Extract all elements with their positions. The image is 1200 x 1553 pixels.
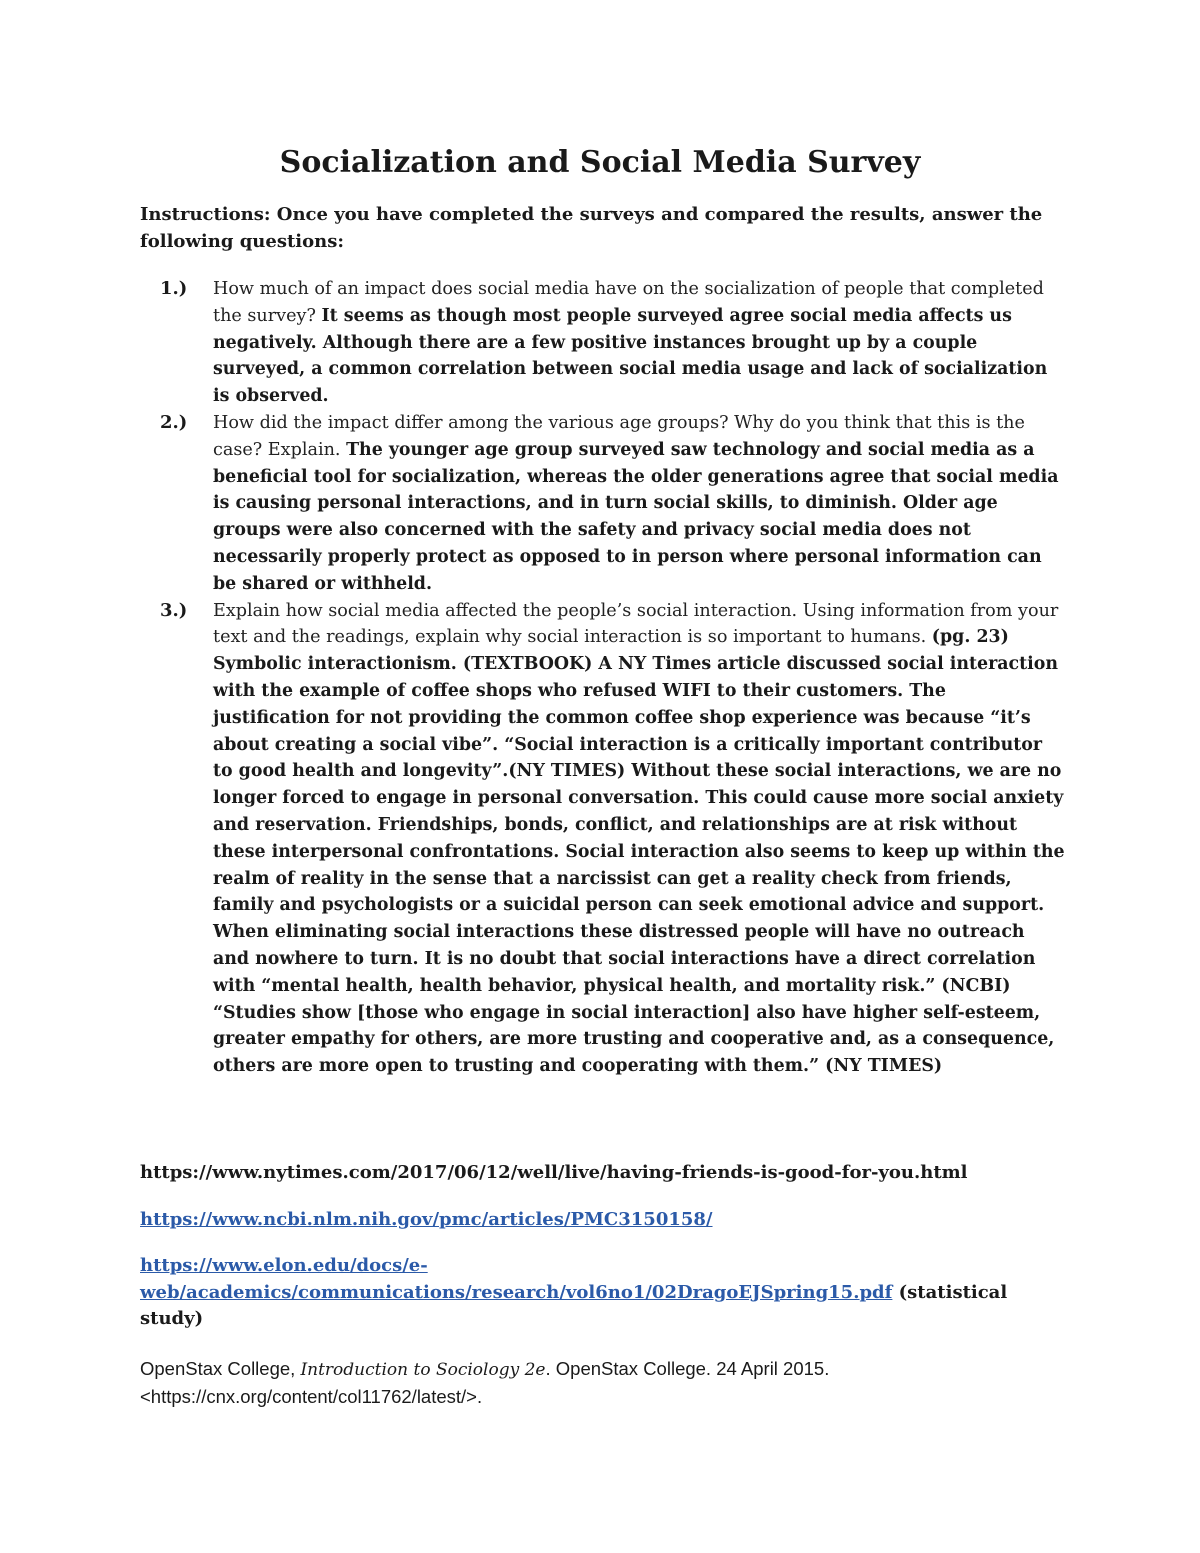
answer-text: (pg. 23) Symbolic interactionism. (TEXTBOOK) A NY Times article discussed social interaction with the example of coffee shops who refused WIFI to their customers. The justification for not providing the common coffee shop experience was because “it’s about creating a social vibe”. “Social interaction is a critically important contributor to good health and longevity”.(NY TIMES) Without these social interactions, we are no longer forced to engage in personal conversation. This could cause more social anxiety and reservation. Friendships, bonds, conflict, and relationships are at risk without these interpersonal confrontations. Social interaction also seems to keep up within the realm of reality in the sense that a narcissist can get a reality check from friends, family and psychologists or a suicidal person can seek emotional advice and support. When eliminating social interactions these distressed people will have no outreach and nowhere to turn. It is no doubt that social interactions have a direct correlation with “mental health, health behavior, physical health, and mortality risk.” (NCBI) “Studies show [those who engage in social interaction] also have higher self-esteem, greater empathy for others, are more trusting and cooperative and, as a consequence, others are more open to trusting and cooperating with them.” (NY TIMES) <box>213 627 1065 1077</box>
references-links <box>140 1160 1040 1353</box>
elon-link-line <box>140 1253 1040 1333</box>
citation-book-title: Introduction to Sociology 2e <box>300 1360 546 1380</box>
elon-note: (statistical study) <box>140 1281 1008 1329</box>
nytimes-link[interactable]: https://www.nytimes.com/2017/06/12/well/live/having-friends-is-good-for-you.html <box>140 1162 968 1183</box>
page-title: Socialization and Social Media Survey <box>279 145 921 180</box>
question-number: 3.) <box>160 599 188 621</box>
question-text: How much of an impact does social media have on the socialization of people that completed the survey? <box>213 279 1044 326</box>
answer-text: The younger age group surveyed saw technology and social media as a beneficial tool for socialization, whereas the older generations agree that social media is causing personal interactions, and in turn social skills, to diminish. Older age groups were also concerned with the safety and privacy social media does not necessarily properly protect as opposed to in person where personal information can be shared or withheld. <box>213 439 1059 594</box>
textbook-citation <box>140 1356 1040 1410</box>
question-number: 1.) <box>160 278 188 299</box>
question-text: How did the impact differ among the various age groups? Why do you think that this is the case? Explain. <box>213 412 1025 460</box>
list-item <box>160 410 1065 598</box>
citation-suffix: . OpenStax College. 24 April 2015. <https://cnx.org/content/col11762/latest/>. <box>140 1358 830 1407</box>
question-number: 2.) <box>160 411 188 433</box>
answer-text: It seems as though most people surveyed agree social media affects us negatively. Although there are a few positive instances brought up by a couple surveyed, a common correlation between social media usage and lack of socialization is observed. <box>213 305 1048 407</box>
ncbi-link-line <box>140 1207 1040 1234</box>
question-list <box>160 276 1065 1080</box>
nytimes-link-line <box>140 1160 1040 1187</box>
citation-prefix: OpenStax College, <box>140 1358 301 1379</box>
list-item <box>160 598 1065 1080</box>
question-text: Explain how social media affected the people’s social interaction. Using information from your text and the readings, explain why social interaction is so important to humans. <box>213 600 1059 648</box>
ncbi-link[interactable]: https://www.ncbi.nlm.nih.gov/pmc/articles/PMC3150158/ <box>140 1208 713 1230</box>
instructions-text: Instructions: Once you have completed the surveys and compared the results, answer the following questions: <box>140 204 1043 252</box>
list-item <box>160 276 1065 410</box>
elon-link[interactable]: https://www.elon.edu/docs/e-web/academics/communications/research/vol6no1/02DragoEJSpring15.pdf <box>140 1255 893 1303</box>
